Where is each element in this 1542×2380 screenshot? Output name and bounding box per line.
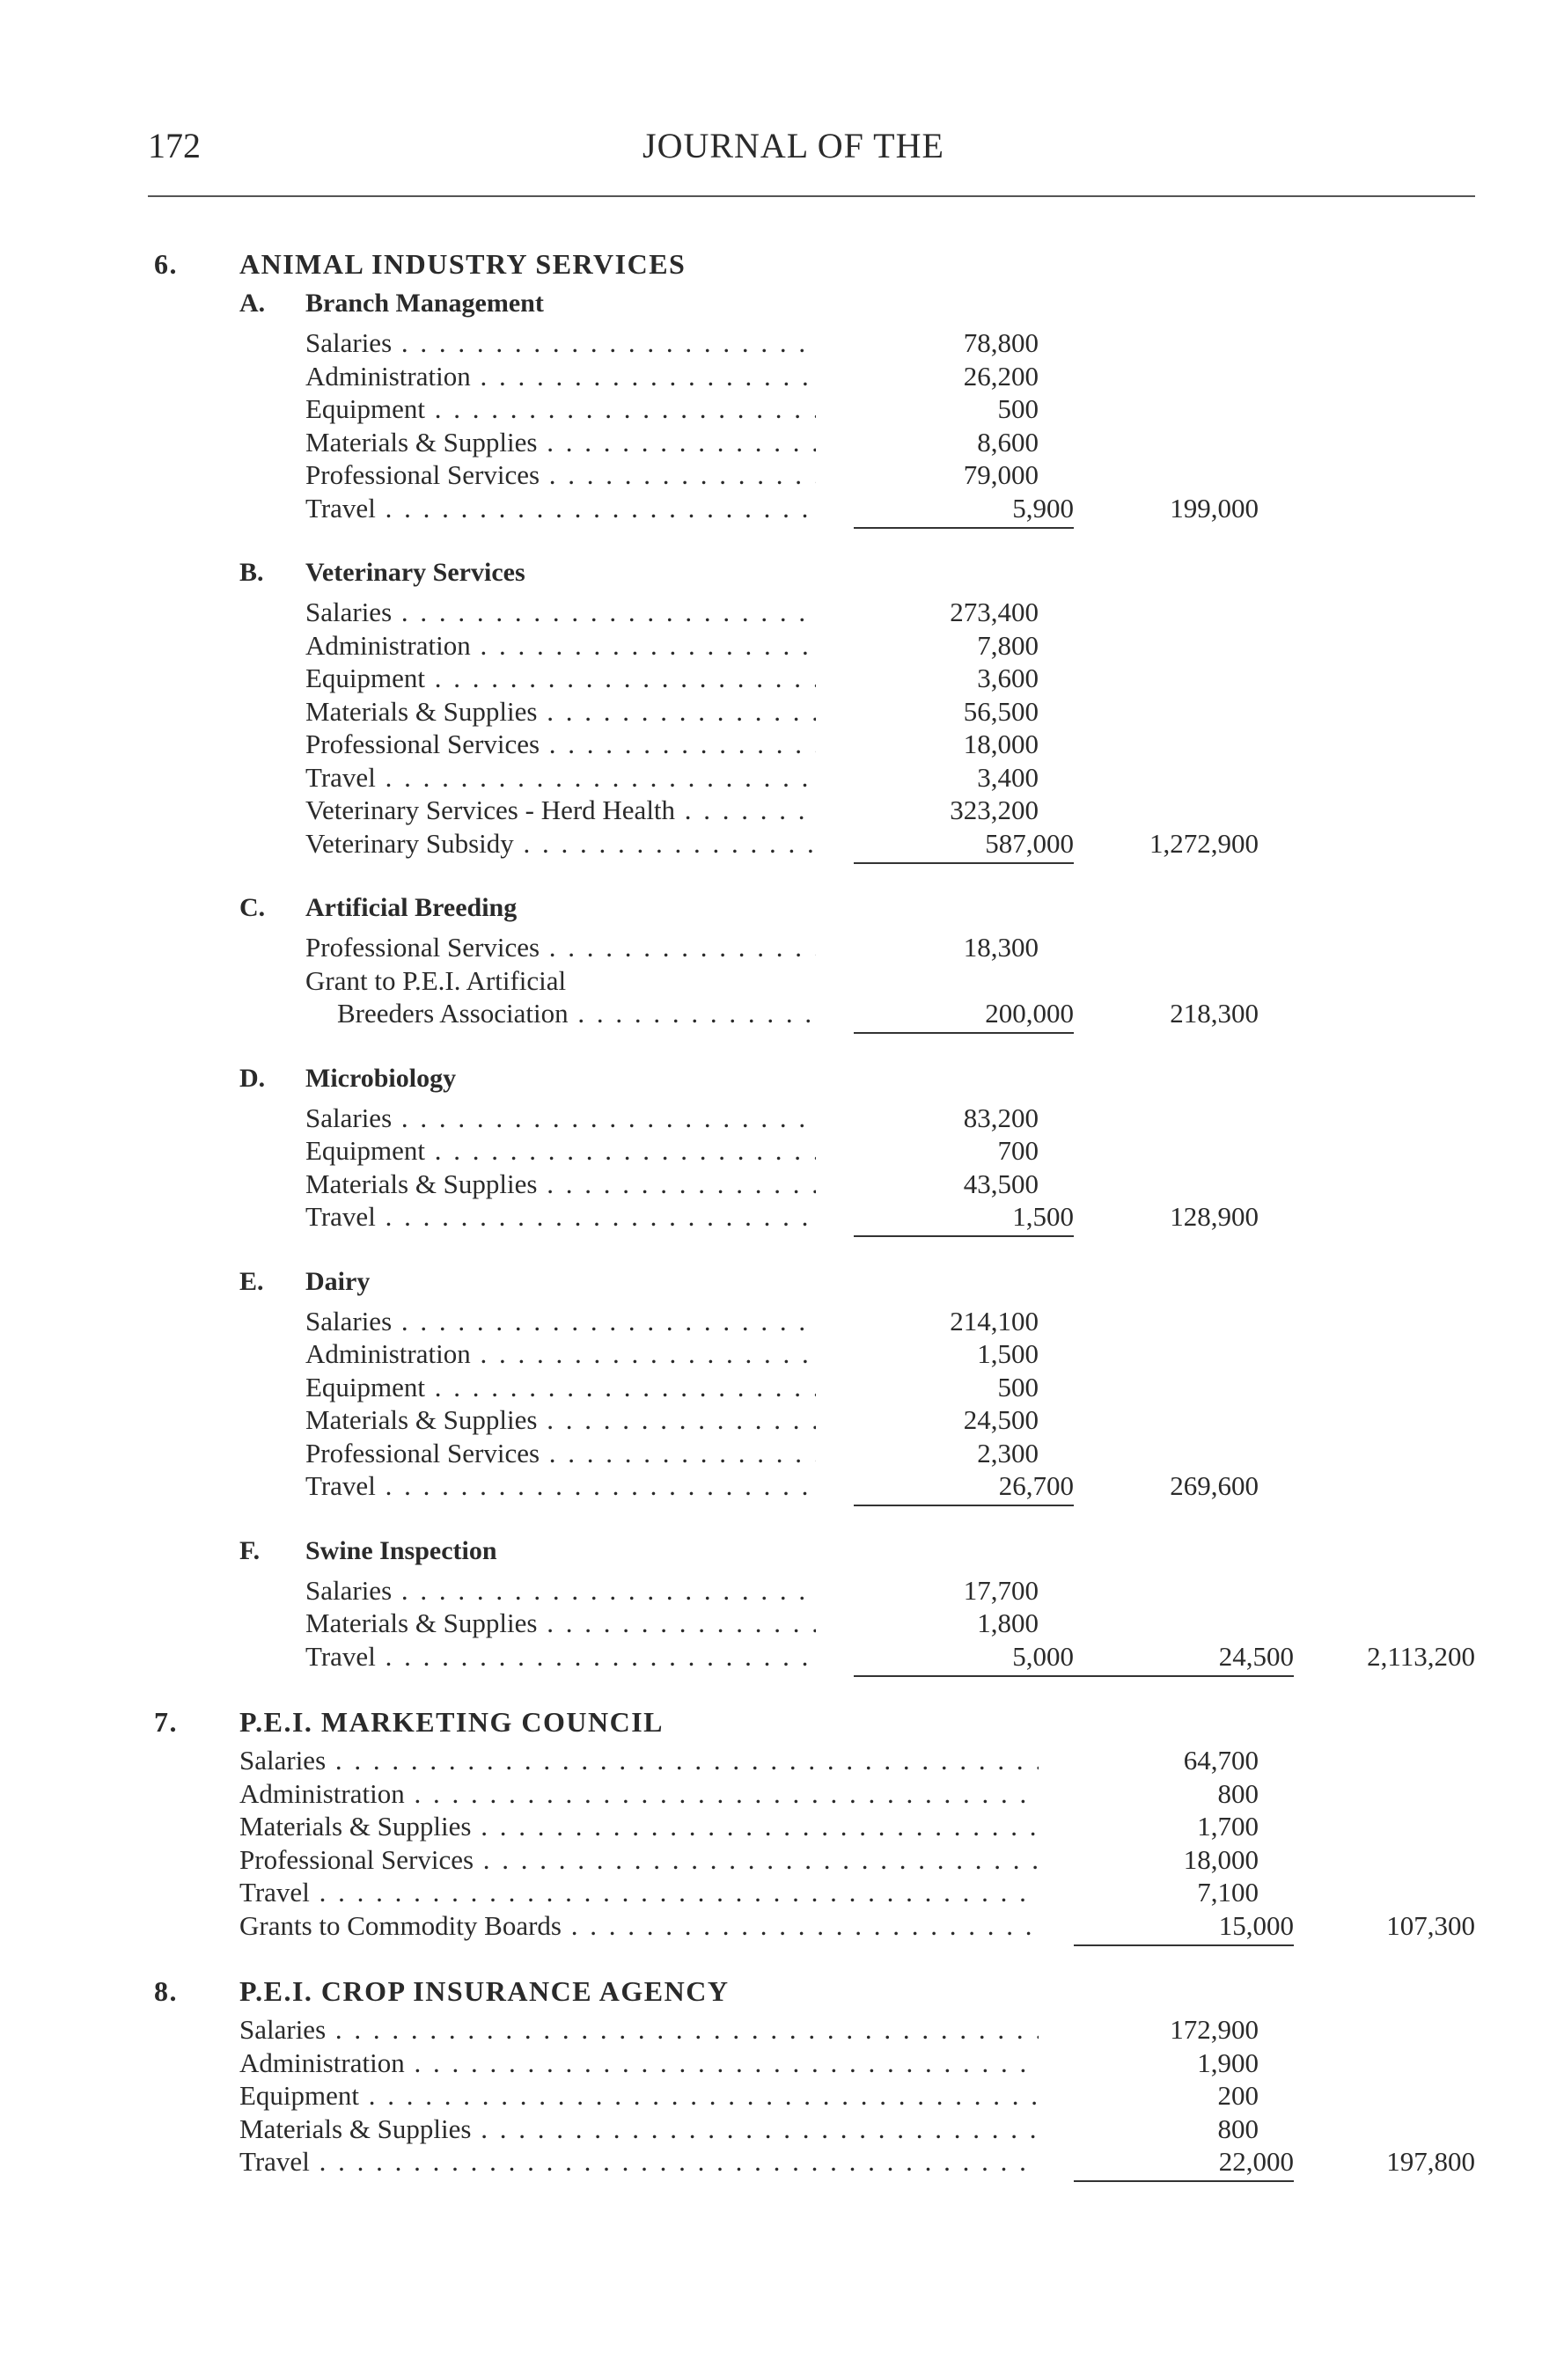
line-item-label: Travel . . . <box>305 493 816 524</box>
line-item-label: Materials & Supplies . . . <box>305 427 816 458</box>
line-item-amount: 78,800 <box>963 327 1039 358</box>
subsection-total: 1,272,900 <box>1149 827 1259 859</box>
line-item-amount: 18,000 <box>963 729 1039 759</box>
line-item-label: Veterinary Services - Herd Health . . . <box>305 795 816 826</box>
subsection-title: Swine Inspection <box>305 1535 497 1565</box>
line-item-label: Grants to Commodity Boards . . . <box>239 1910 1039 1942</box>
line-item-amount: 8,600 <box>977 426 1039 458</box>
line-item-amount: 700 <box>997 1135 1039 1166</box>
line-item-amount: 200 <box>1217 2080 1259 2111</box>
subsection-title: Dairy <box>305 1266 371 1296</box>
subsection-total: 218,300 <box>1170 998 1259 1029</box>
line-item-amount: 1,900 <box>1197 2047 1259 2078</box>
subsection-total: 128,900 <box>1170 1201 1259 1232</box>
line-item-amount: 56,500 <box>963 695 1039 727</box>
line-item-amount: 1,500 <box>977 1338 1039 1369</box>
running-title: JOURNAL OF THE <box>642 126 944 165</box>
subsection-letter: A. <box>239 289 266 318</box>
line-item-label: Equipment . . . <box>305 1135 816 1167</box>
line-item-label: Salaries . . . <box>239 1745 1039 1776</box>
section-title: P.E.I. CROP INSURANCE AGENCY <box>239 1975 730 2007</box>
line-item-amount: 323,200 <box>950 795 1039 825</box>
line-item-amount: 7,100 <box>1197 1877 1259 1908</box>
line-item-amount: 64,700 <box>1183 1745 1259 1776</box>
section-title: ANIMAL INDUSTRY SERVICES <box>239 248 687 280</box>
page-number: 172 <box>148 126 201 165</box>
line-item-amount: 1,700 <box>1197 1811 1259 1842</box>
line-item-amount: 24,500 <box>963 1404 1039 1435</box>
section-total: 107,300 <box>1386 1909 1475 1941</box>
line-item-label: Materials & Supplies . . . <box>305 1404 816 1436</box>
line-item-amount: 5,900 <box>854 493 1074 529</box>
line-item-amount: 43,500 <box>963 1168 1039 1199</box>
line-item-label: Professional Services . . . <box>305 932 816 963</box>
line-item-label: Materials & Supplies . . . <box>305 1607 816 1639</box>
line-item-amount: 5,000 <box>854 1641 1074 1677</box>
subsection-letter: C. <box>239 893 266 922</box>
line-item-label: Administration . . . <box>239 1778 1039 1810</box>
line-item-amount: 172,900 <box>1170 2014 1259 2045</box>
line-item-label: Breeders Association . . . <box>337 998 816 1029</box>
line-item-amount: 3,600 <box>977 663 1039 693</box>
subsection-letter: F. <box>239 1535 261 1565</box>
line-item-amount: 79,000 <box>963 459 1039 490</box>
line-item-label: Veterinary Subsidy . . . <box>305 828 816 860</box>
line-item-label: Travel . . . <box>239 2146 1039 2178</box>
subsection-title: Branch Management <box>305 289 544 318</box>
line-item-label: Professional Services . . . <box>239 1844 1039 1876</box>
section-total: 197,800 <box>1386 2146 1475 2177</box>
line-item-label: Administration . . . <box>239 2047 1039 2079</box>
line-item-amount: 26,200 <box>963 360 1039 392</box>
line-item-label: Travel . . . <box>305 1641 816 1673</box>
line-item-label: Salaries . . . <box>305 1306 816 1337</box>
section-total: 2,113,200 <box>1367 1640 1475 1672</box>
line-item-label: Travel . . . <box>305 762 816 794</box>
line-item-amount: 7,800 <box>977 629 1039 661</box>
subsection-letter: B. <box>239 558 264 587</box>
line-item-label: Equipment . . . <box>305 393 816 425</box>
subsection-title: Veterinary Services <box>305 558 525 587</box>
section-number: 7. <box>154 1706 178 1738</box>
line-item-label: Salaries . . . <box>305 1575 816 1607</box>
header-rule <box>148 195 1475 197</box>
line-item-label: Professional Services . . . <box>305 459 816 491</box>
subsection-total: 269,600 <box>1170 1470 1259 1501</box>
line-item-label: Materials & Supplies . . . <box>305 1168 816 1200</box>
line-item-label: Travel . . . <box>305 1201 816 1233</box>
line-item-amount: 1,800 <box>977 1607 1039 1638</box>
line-item-label: Travel . . . <box>305 1470 816 1502</box>
line-item-label: Administration . . . <box>305 1338 816 1370</box>
line-item-label: Salaries . . . <box>239 2014 1039 2046</box>
line-item-amount: 800 <box>1217 1777 1259 1809</box>
subsection-letter: E. <box>239 1266 264 1296</box>
line-item-amount: 200,000 <box>854 998 1074 1034</box>
subsection-total: 199,000 <box>1170 492 1259 524</box>
line-item-amount: 22,000 <box>1074 2146 1294 2182</box>
line-item-label: Salaries . . . <box>305 597 816 628</box>
line-item-label: Equipment . . . <box>239 2080 1039 2112</box>
line-item-amount: 17,700 <box>963 1574 1039 1606</box>
subsection-total: 24,500 <box>1074 1641 1294 1677</box>
line-item-amount: 500 <box>997 393 1039 424</box>
line-item-label: Materials & Supplies . . . <box>239 1811 1039 1842</box>
line-item-label: Professional Services . . . <box>305 1438 816 1469</box>
line-item-amount: 18,000 <box>1183 1843 1259 1875</box>
line-item-amount: 273,400 <box>950 597 1039 627</box>
line-item-amount: 1,500 <box>854 1201 1074 1237</box>
section-title: P.E.I. MARKETING COUNCIL <box>239 1706 664 1738</box>
line-item-label: Travel . . . <box>239 1877 1039 1908</box>
subsection-title: Artificial Breeding <box>305 893 518 922</box>
line-item-amount: 214,100 <box>950 1305 1039 1336</box>
line-item-label: Administration . . . <box>305 361 816 392</box>
subsection-letter: D. <box>239 1063 266 1093</box>
line-item-label: Salaries . . . <box>305 327 816 359</box>
line-item-amount: 15,000 <box>1074 1910 1294 1946</box>
section-number: 8. <box>154 1975 178 2007</box>
line-item-amount: 500 <box>997 1371 1039 1402</box>
line-item-label: Professional Services . . . <box>305 729 816 760</box>
line-item-label: Equipment . . . <box>305 1372 816 1403</box>
line-item-amount: 26,700 <box>854 1470 1074 1506</box>
subsection-title: Microbiology <box>305 1063 457 1093</box>
line-item-amount: 18,300 <box>963 932 1039 963</box>
line-item-amount: 2,300 <box>977 1437 1039 1468</box>
line-item-label: Materials & Supplies . . . <box>239 2113 1039 2145</box>
line-item-amount: 800 <box>1217 2113 1259 2144</box>
line-item-amount: 83,200 <box>963 1102 1039 1133</box>
line-item-label: Salaries . . . <box>305 1102 816 1134</box>
line-item-label: Materials & Supplies . . . <box>305 696 816 728</box>
line-item-label: Administration . . . <box>305 630 816 662</box>
line-item-label: Grant to P.E.I. Artificial <box>305 964 567 996</box>
line-item-amount: 3,400 <box>977 761 1039 793</box>
line-item-label: Equipment . . . <box>305 663 816 694</box>
section-number: 6. <box>154 248 178 280</box>
line-item-amount: 587,000 <box>854 828 1074 864</box>
